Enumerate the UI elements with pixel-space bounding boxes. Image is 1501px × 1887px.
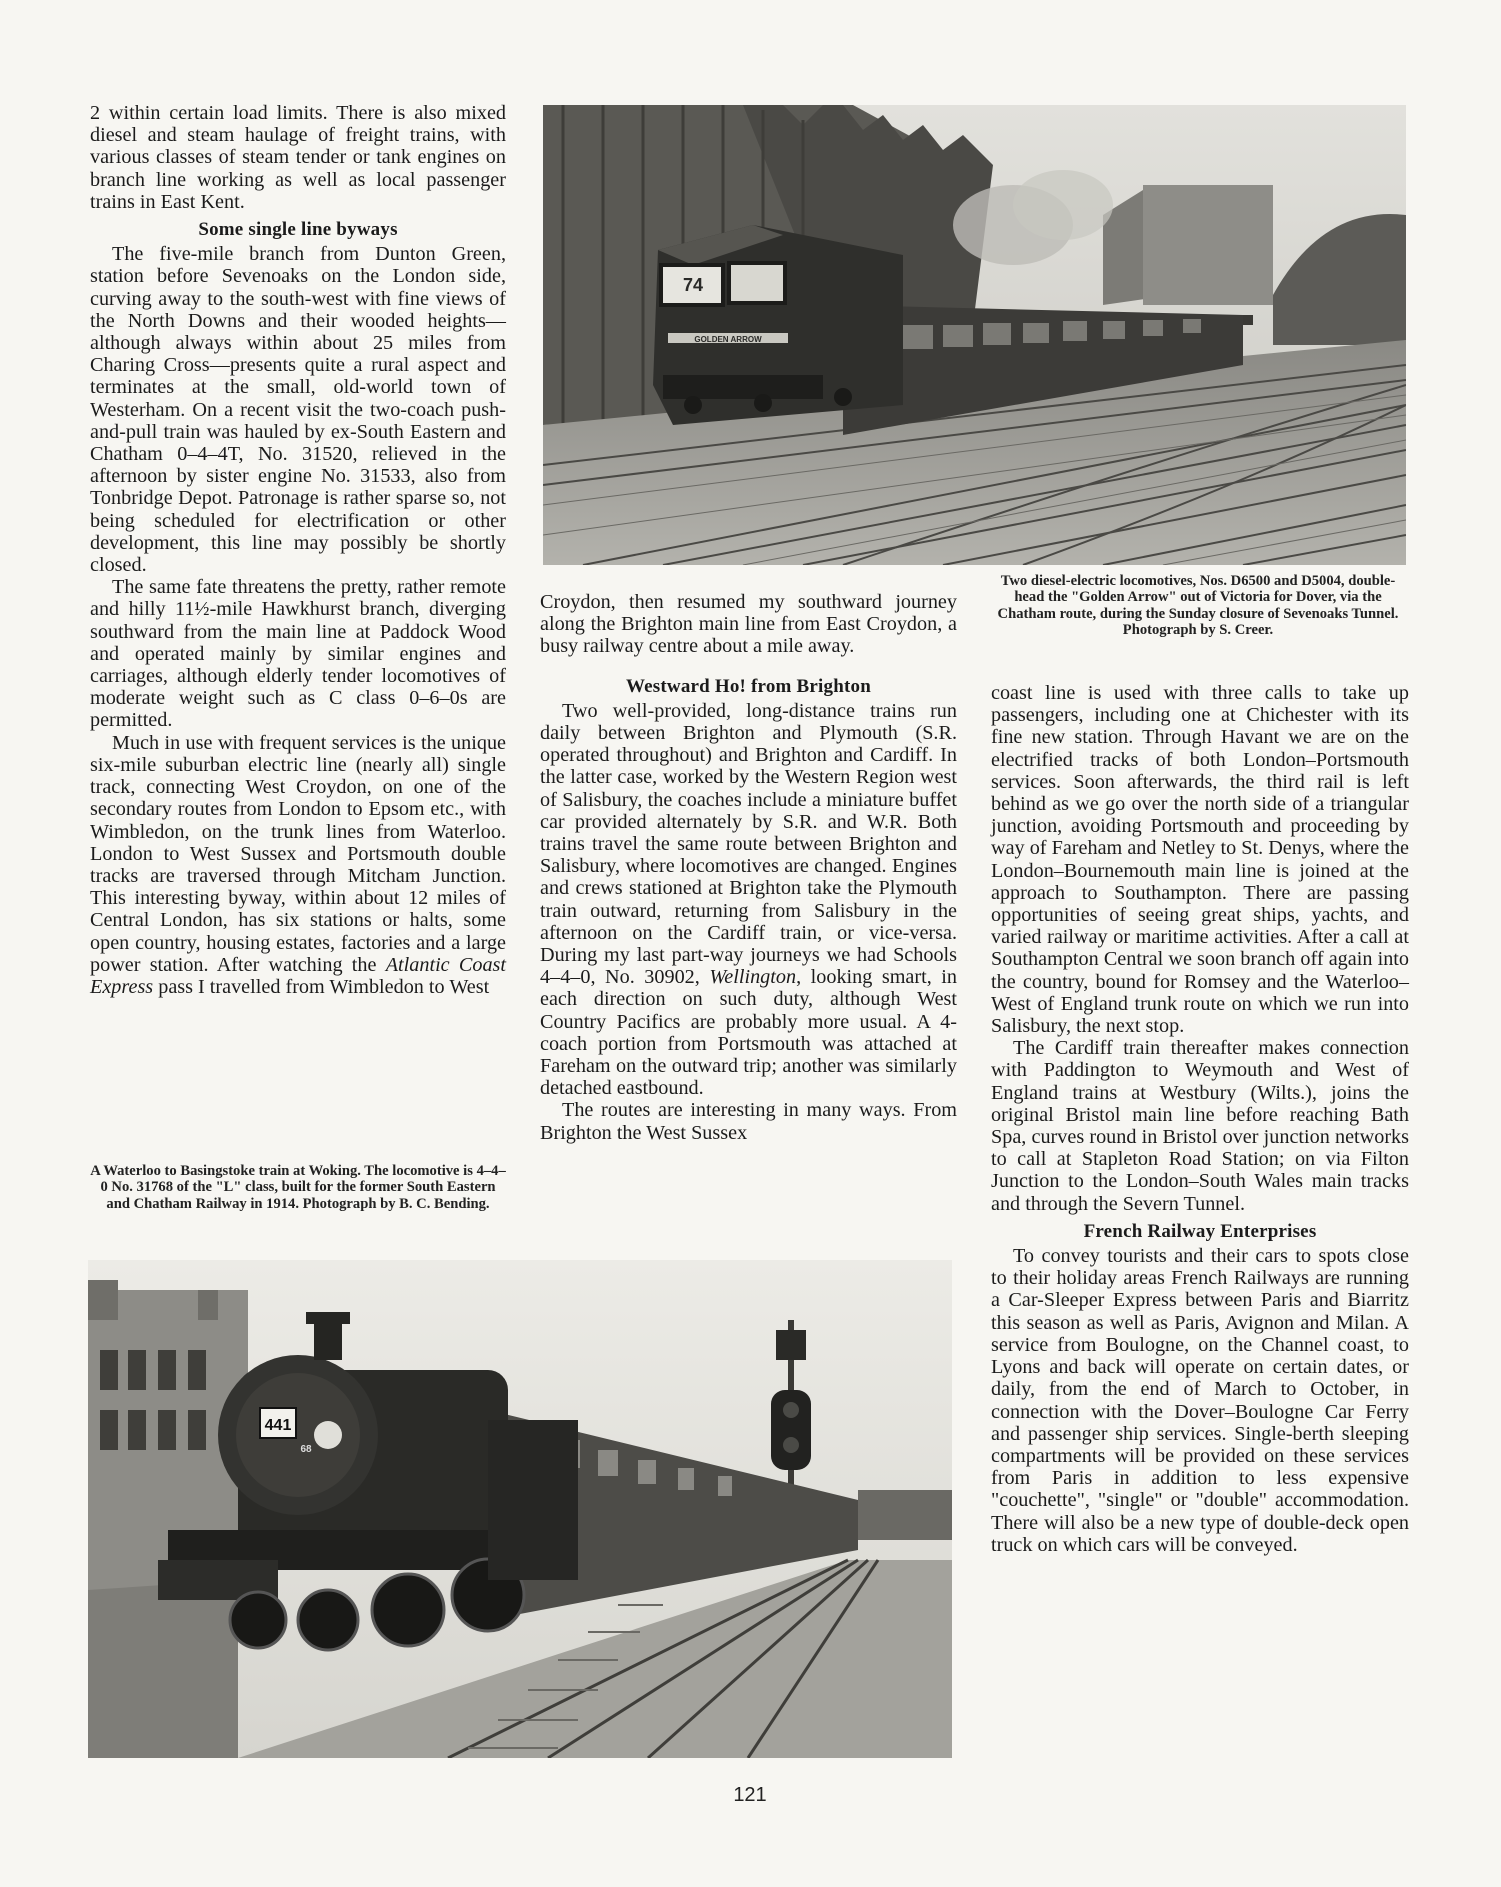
text-run: Much in use with frequent services is the unique six-mile suburban electric line (nearly all) single track, connecting West Croydon, on one of the secondary routes from London to Epsom etc., with Wimbledon, on the trunk lines from Waterloo. London to West Sussex and Portsmouth double tracks are traversed through Mitcham Junction. This interesting byway, within about 12 miles of Central London, has six stations or halts, some open country, housing estates, factories and a large power station. After watching the xyxy=(90,731,506,976)
paragraph: 2 within certain load limits. There is also mixed diesel and steam haulage of freight trains, with various classes of steam tender or tank engines on branch line working as well as local passenger trains in East Kent. xyxy=(90,102,506,213)
train-name: Atlantic Coast Express xyxy=(90,953,506,998)
paragraph xyxy=(540,700,957,1100)
text-run: pass I travelled from Wimbledon to West xyxy=(153,975,490,998)
paragraph: The same fate threatens the pretty, rather remote and hilly 11½-mile Hawkhurst branch, diverging southward from the main line at Paddock Wood and operated mainly by similar engines and carriages, although elderly tender locomotives of moderate weight such as C class 0–6–0s are permitted. xyxy=(90,576,506,732)
paragraph: coast line is used with three calls to take up passengers, including one at Chichester with its fine new station. Through Havant we are on the electrified tracks of both London–Portsmouth services. Soon afterwards, the third rail is left behind as we go over the north side of a triangular junction, avoiding Portsmouth and proceeding by way of Fareham and Netley to St. Denys, where the London–Bournemouth main line is joined at the approach to Southampton. There are passing opportunities of seeing great ships, yachts, and varied railway or maritime activities. After a call at Southampton Central we soon branch off again into the country, bound for Romsey and the Waterloo–West of England trunk route on which we run into Salisbury, the next stop. xyxy=(991,682,1409,1038)
nameboard-label: GOLDEN ARROW xyxy=(694,335,762,344)
locomotive-name: Wellington xyxy=(709,966,797,989)
page-number: 121 xyxy=(733,1784,767,1806)
paragraph: Croydon, then resumed my southward journey along the Brighton main line from East Croydon, a busy railway centre about a mile away. xyxy=(540,591,957,658)
left-column xyxy=(90,102,506,998)
section-heading: Westward Ho! from Brighton xyxy=(626,675,871,697)
right-column xyxy=(991,682,1409,1556)
text-run: Two well-provided, long-distance trains run daily between Brighton and Plymouth (S.R. operated throughout) and Brighton and Cardiff. In the latter case, worked by the Western Region west of Salisbury, the coaches include a miniature buffet car provided alternately by S.R. and W.R. Both trains travel the same route between Brighton and Salisbury, where locomotives are changed. Engines and crews stationed at Brighton take the Plymouth train outward, returning from Salisbury in the afternoon on the Cardiff train, or vice-versa. During my last part-way journeys we had Schools 4–4–0, No. 30902, xyxy=(540,699,957,989)
section-heading: French Railway Enterprises xyxy=(1083,1220,1317,1242)
paragraph: The routes are interesting in many ways. From Brighton the West Sussex xyxy=(540,1099,957,1144)
paragraph: The Cardiff train thereafter makes connection with Paddington to Weymouth and West of England trains at Westbury (Wilts.), joins the original Bristol main line before reaching Bath Spa, curves round in Bristol over junction networks to call at Stapleton Road Station; on via Filton Junction to the London–South Wales main tracks and through the Severn Tunnel. xyxy=(991,1037,1409,1215)
paragraph: To convey tourists and their cars to spots close to their holiday areas French Railways are running a Car-Sleeper Express between Paris and Biarritz this season as well as Paris, Avignon and Milan. A service from Boulogne, on the Channel coast, to Lyons and back will operate on certain dates, or daily, from the end of March to October, in connection with the Dover–Boulogne Car Ferry and passenger ship services. Single-berth sleeping compartments will be provided on these services from Paris in addition to less expensive "couchette", "single" or "double" accommodation. There will also be a new type of double-deck open truck on which cars will be conveyed. xyxy=(991,1245,1409,1556)
headcode-label: 74 xyxy=(682,275,704,295)
middle-column xyxy=(540,591,957,1144)
photo-golden-arrow-diesels xyxy=(543,105,1406,565)
paragraph xyxy=(90,732,506,998)
text-run: , looking smart, in each direction on such duty, although West Country Pacifics are probably more usual. A 4-coach portion from Portsmouth was attached at Fareham on the outward trip; another was similarly detached eastbound. xyxy=(540,966,957,1100)
section-heading: Some single line byways xyxy=(198,219,398,241)
smokebox-number: 68 xyxy=(300,1444,312,1455)
photo-caption-golden-arrow: Two diesel-electric locomotives, Nos. D6500 and D5004, double-head the "Golden Arrow" out of Victoria for Dover, via the Chatham route, during the Sunday closure of Sevenoaks Tunnel. Photograph by S. Creer. xyxy=(997,573,1399,639)
photo-caption-woking: A Waterloo to Basingstoke train at Woking. The locomotive is 4–4–0 No. 31768 of the "L" class, built for the former South Eastern and Chatham Railway in 1914. Photograph by B. C. Bending. xyxy=(90,1163,506,1212)
paragraph: The five-mile branch from Dunton Green, station before Sevenoaks on the London side, curving away to the south-west with fine views of the North Downs and their wooded heights—although always within about 25 miles from Charing Cross—presents quite a rural aspect and terminates at the small, old-world town of Westerham. On a recent visit the two-coach push-and-pull train was hauled by ex-South Eastern and Chatham 0–4–4T, No. 31520, relieved in the afternoon by sister engine No. 31533, also from Tonbridge Depot. Patronage is rather sparse so, not being scheduled for electrification or other development, this line may possibly be shortly closed. xyxy=(90,243,506,577)
headcode-disc-label: 441 xyxy=(264,1417,292,1434)
photo-woking-l-class xyxy=(88,1260,952,1758)
